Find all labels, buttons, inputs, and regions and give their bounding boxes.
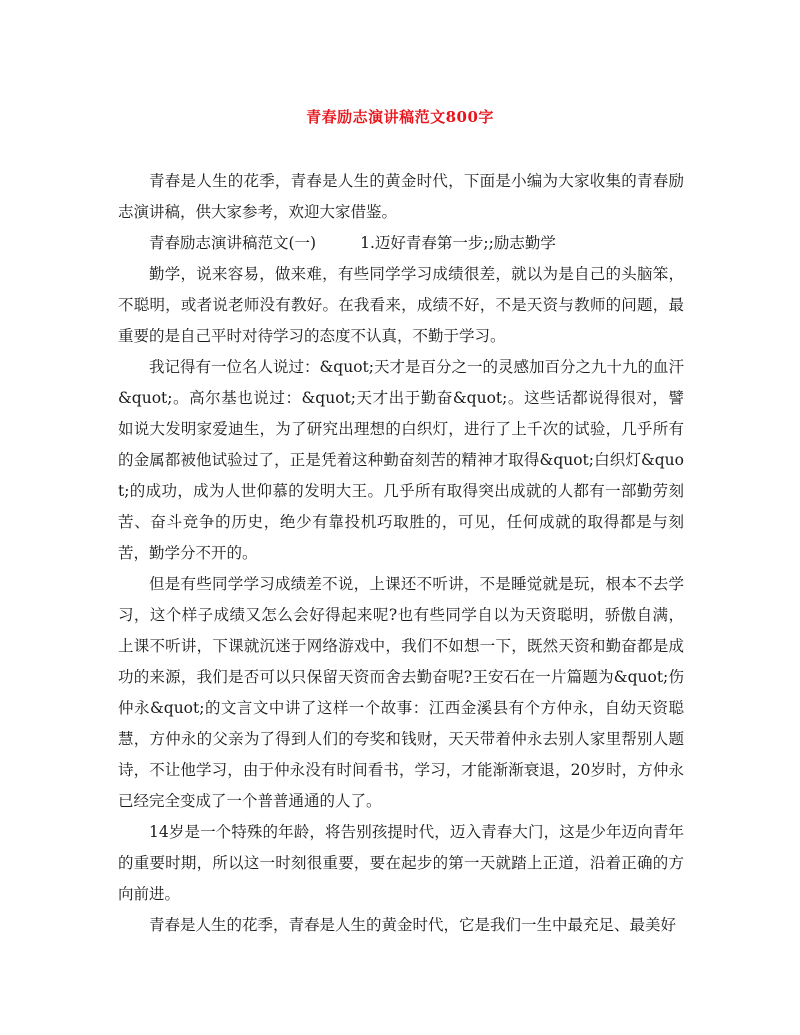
paragraph-quotes: 我记得有一位名人说过：&quot;天才是百分之一的灵感加百分之九十九的血汗&quot;。高尔基也说过：&quot;天才出于勤奋&quot;。这些话都说得很对，譬如说大发明家爱迪生，为了研究出理想的白织灯，进行了上千次的试验，几乎所有的金属都被他试验过了，正是凭着这种勤奋刻苦的精神才取得&quot;白织灯&quot;的成功，成为人世仰慕的发明大王。几乎所有取得突出成就的人都有一部勤劳刻苦、奋斗竞争的历史，绝少有靠投机巧取胜的，可见，任何成就的取得都是与刻苦，勤学分不开的。 xyxy=(118,358,684,562)
paragraph-story: 但是有些同学学习成绩差不说，上课还不听讲，不是睡觉就是玩，根本不去学习，这个样子成绩又怎么会好得起来呢?也有些同学自以为天资聪明，骄傲自满，上课不听讲，下课就沉迷于网络游戏中，我们不如想一下，既然天资和勤奋都是成功的来源，我们是否可以只保留天资而舍去勤奋呢?王安石在一片篇题为&quot;伤仲永&quot;的文言文中讲了这样一个故事：江西金溪县有个方仲永，自幼天资聪慧，方仲永的父亲为了得到人们的夸奖和钱财，天天带着仲永去别人家里帮别人题诗，不让他学习，由于仲永没有时间看书，学习，才能渐渐衰退，20岁时，方仲永已经完全变成了一个普普通通的人了。 xyxy=(118,575,684,810)
paragraph-closing: 青春是人生的花季，青春是人生的黄金时代，它是我们一生中最充足、最美好 xyxy=(149,916,677,934)
paragraph-intro: 青春是人生的花季，青春是人生的黄金时代，下面是小编为大家收集的青春励志演讲稿，供大家参考，欢迎大家借鉴。 xyxy=(118,172,684,221)
document-title: 青春励志演讲稿范文800字 xyxy=(306,108,494,126)
subheading xyxy=(118,228,684,259)
paragraph-age: 14岁是一个特殊的年龄，将告别孩提时代，迈入青春大门，这是少年迈向青年的重要时期，所以这一时刻很重要，要在起步的第一天就踏上正道，沿着正确的方向前进。 xyxy=(118,823,684,903)
subheading-section: 1.迈好青春第一步;;励志勤学 xyxy=(360,234,556,252)
subheading-title: 青春励志演讲稿范文(一) xyxy=(149,234,317,252)
paragraph-diligence: 勤学，说来容易，做来难，有些同学学习成绩很差，就以为是自己的头脑笨，不聪明，或者说老师没有教好。在我看来，成绩不好，不是天资与教师的问题，最重要的是自己平时对待学习的态度不认真，不勤于学习。 xyxy=(118,265,684,345)
document-body xyxy=(118,166,684,941)
